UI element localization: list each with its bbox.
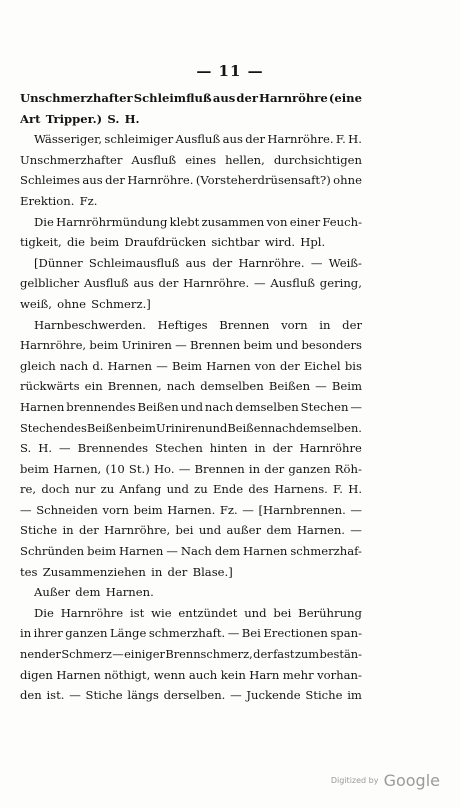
word: Unschmerzhafter xyxy=(20,91,133,105)
word: nach xyxy=(166,379,196,394)
word: beim xyxy=(243,338,273,353)
word: Harnen, xyxy=(53,461,102,476)
word: wenn xyxy=(153,667,186,682)
word: Brennen xyxy=(194,461,245,476)
word: Stechendes xyxy=(20,420,87,435)
word: aus xyxy=(212,91,236,105)
word: und xyxy=(205,420,228,435)
word: derselben. xyxy=(163,688,226,703)
word: kein xyxy=(220,667,246,682)
text-line xyxy=(20,232,362,253)
word: — xyxy=(310,255,323,270)
word: Art xyxy=(20,111,41,126)
word: beim xyxy=(87,544,117,559)
word: der xyxy=(264,461,285,476)
word: S. xyxy=(107,111,120,126)
word: Außer xyxy=(34,585,70,600)
word: aus xyxy=(133,276,154,291)
word: Stiche xyxy=(305,688,343,703)
word: der xyxy=(272,441,293,456)
word: nur xyxy=(74,482,96,497)
word: und xyxy=(275,338,299,353)
word: Brennen, xyxy=(107,379,162,394)
word: Harnröhre. xyxy=(183,276,250,291)
word: Harnen. xyxy=(167,502,216,517)
word: vorn xyxy=(281,317,308,332)
word: hinten xyxy=(209,441,248,456)
word: ist xyxy=(129,605,145,620)
word: Brennen xyxy=(190,338,241,353)
word: (Vorsteherdrüsensaft?) xyxy=(195,173,331,188)
text-line xyxy=(20,685,362,706)
word: außer xyxy=(226,523,262,538)
word: auch xyxy=(188,667,218,682)
word: zu xyxy=(194,482,208,497)
text-line xyxy=(20,191,362,212)
word: aus xyxy=(222,132,243,147)
word: zu xyxy=(100,482,115,497)
word: einer xyxy=(289,214,321,229)
word: — xyxy=(350,523,362,538)
word: Berührung xyxy=(298,605,362,620)
text-line xyxy=(20,438,362,459)
word: H. xyxy=(124,111,140,126)
word: nach xyxy=(267,420,296,435)
word: — xyxy=(227,626,240,641)
word: in xyxy=(319,317,331,332)
word: Harnröhre. xyxy=(238,255,305,270)
word: — xyxy=(166,544,178,559)
word: Tripper.) xyxy=(45,111,103,126)
word: Länge xyxy=(109,626,147,641)
word: Schmerz xyxy=(61,647,112,662)
word: Heftiges xyxy=(157,317,208,332)
word: dem xyxy=(214,544,241,559)
word: ihrer xyxy=(33,626,63,641)
word: bis xyxy=(344,358,362,373)
word: in xyxy=(248,461,261,476)
word: St.) xyxy=(128,461,150,476)
word: d. xyxy=(92,358,104,373)
word: Röh- xyxy=(334,461,362,476)
word: [Harnbrennen. xyxy=(258,502,346,517)
word: doch xyxy=(41,482,70,497)
word: demselben. xyxy=(295,420,362,435)
word: Schleimes xyxy=(20,173,80,188)
word: klebt xyxy=(169,214,200,229)
word: Harnröhrmündung xyxy=(56,214,168,229)
text-line xyxy=(20,376,362,397)
word: ohne xyxy=(57,296,86,311)
word: rückwärts xyxy=(20,379,80,394)
word: der xyxy=(253,647,273,662)
word: ganzen xyxy=(288,461,331,476)
word: zusammen xyxy=(201,214,265,229)
word: — xyxy=(112,647,124,662)
word: längs xyxy=(127,688,159,703)
word: Juckende xyxy=(246,688,301,703)
word: vorhan- xyxy=(317,667,362,682)
text-line xyxy=(20,88,362,109)
text-line xyxy=(20,170,362,191)
word: der xyxy=(167,564,188,579)
word: der xyxy=(78,523,99,538)
word: beim xyxy=(90,235,120,250)
word: und xyxy=(180,399,203,414)
word: Ende xyxy=(212,482,244,497)
word: Ausfluß xyxy=(83,276,129,291)
word: Harnbeschwerden. xyxy=(34,317,146,332)
word: Ausfluß xyxy=(270,276,316,291)
word: Erektion. xyxy=(20,193,75,208)
word: Stiche xyxy=(20,523,58,538)
word: Ausfluß xyxy=(131,152,177,167)
text-line xyxy=(20,397,362,418)
word: Schründen xyxy=(20,544,85,559)
word: in xyxy=(20,626,32,641)
word: Harnen xyxy=(206,358,251,373)
word: — xyxy=(59,441,71,456)
word: demselben xyxy=(235,399,299,414)
word: Harnröhre. xyxy=(127,173,194,188)
text-line xyxy=(20,273,362,294)
word: der xyxy=(105,173,125,188)
body-text xyxy=(20,88,362,706)
word: gleich xyxy=(20,358,56,373)
word: von xyxy=(266,214,288,229)
page-number: — 11 — xyxy=(196,62,264,80)
word: Erectionen xyxy=(263,626,328,641)
word: beim xyxy=(127,420,156,435)
word: der xyxy=(158,276,179,291)
word: beim xyxy=(20,461,49,476)
word: H. xyxy=(348,132,362,147)
word: Schleimausfluß xyxy=(88,255,180,270)
word: (eine xyxy=(328,91,362,105)
word: bei xyxy=(273,605,292,620)
word: Beißen xyxy=(268,379,311,394)
digitized-by-label: Digitized by xyxy=(330,776,379,785)
word: Stechen xyxy=(300,399,349,414)
word: Brennendes xyxy=(77,441,149,456)
word: Wässeriger, xyxy=(34,132,103,147)
word: Fz. xyxy=(79,193,98,208)
word: nöthigt, xyxy=(104,667,151,682)
word: Harnen xyxy=(119,544,164,559)
word: F. xyxy=(335,132,346,147)
word: S. xyxy=(20,441,32,456)
text-line xyxy=(20,459,362,480)
word: — xyxy=(350,502,362,517)
word: Schneiden xyxy=(36,502,98,517)
word: Harnröhre, xyxy=(20,338,87,353)
word: Harnen. xyxy=(296,523,345,538)
word: Weiß- xyxy=(328,255,362,270)
word: beim xyxy=(89,338,119,353)
word: Die xyxy=(34,605,54,620)
word: Harnröhre, xyxy=(104,523,171,538)
word: Schmerz.] xyxy=(91,296,151,311)
word: in xyxy=(254,441,266,456)
text-line xyxy=(20,623,362,644)
word: Harnen xyxy=(107,358,153,373)
word: — xyxy=(69,688,81,703)
word: — xyxy=(242,502,254,517)
word: Stiche xyxy=(85,688,123,703)
word: einiger xyxy=(124,647,165,662)
word: eines xyxy=(185,152,217,167)
word: Fz. xyxy=(219,502,238,517)
word: Beim xyxy=(171,358,203,373)
word: — xyxy=(350,399,362,414)
word: dem xyxy=(75,585,101,600)
word: ohne xyxy=(333,173,362,188)
word: der xyxy=(212,255,233,270)
text-line xyxy=(20,665,362,686)
word: hellen, xyxy=(225,152,265,167)
word: aus xyxy=(82,173,103,188)
word: in xyxy=(151,564,163,579)
text-line xyxy=(20,562,362,583)
text-line xyxy=(20,109,362,130)
word: Brennschmerz, xyxy=(165,647,253,662)
text-line xyxy=(20,335,362,356)
word: bestän- xyxy=(319,647,362,662)
word: Draufdrücken xyxy=(124,235,207,250)
word: dem xyxy=(266,523,292,538)
word: den xyxy=(20,688,42,703)
word: bei xyxy=(175,523,194,538)
word: digen xyxy=(20,667,53,682)
word: Harnröhre xyxy=(60,605,124,620)
word: — xyxy=(20,502,32,517)
text-line xyxy=(20,500,362,521)
word: [Dünner xyxy=(34,255,83,270)
word: schmerzhaft. xyxy=(148,626,226,641)
word: schmerzhaf- xyxy=(290,544,362,559)
google-wordmark: Google xyxy=(383,771,440,790)
word: der xyxy=(245,132,266,147)
word: Beißen xyxy=(227,420,268,435)
word: mehr xyxy=(282,667,314,682)
word: ist. xyxy=(46,688,65,703)
word: — xyxy=(178,461,191,476)
word: H. xyxy=(348,482,362,497)
text-line xyxy=(20,479,362,500)
word: Bei xyxy=(241,626,261,641)
word: im xyxy=(347,688,362,703)
text-line xyxy=(20,603,362,624)
word: Anfang xyxy=(119,482,162,497)
word: Harnröhre xyxy=(299,441,362,456)
word: Uriniren xyxy=(156,420,206,435)
word: der xyxy=(279,358,300,373)
word: Die xyxy=(34,214,54,229)
word: Hpl. xyxy=(300,235,326,250)
word: Harnen xyxy=(20,399,65,414)
word: F. xyxy=(333,482,343,497)
word: sichtbar xyxy=(211,235,260,250)
word: entzündet xyxy=(178,605,238,620)
word: Nach xyxy=(180,544,212,559)
word: Eichel xyxy=(303,358,341,373)
word: und xyxy=(166,482,189,497)
text-line xyxy=(20,520,362,541)
word: nender xyxy=(20,647,61,662)
word: besonders xyxy=(301,338,362,353)
text-line xyxy=(20,150,362,171)
word: Beim xyxy=(331,379,362,394)
word: Harnen. xyxy=(105,585,154,600)
word: gelblicher xyxy=(20,276,80,291)
word: Unschmerzhafter xyxy=(20,152,123,167)
text-line xyxy=(20,644,362,665)
word: Brennen xyxy=(219,317,270,332)
word: Beißen xyxy=(86,420,128,435)
word: schleimiger xyxy=(104,132,174,147)
word: re, xyxy=(20,482,37,497)
text-line xyxy=(20,315,362,336)
word: wird. xyxy=(264,235,296,250)
word: tes xyxy=(20,564,38,579)
word: aus xyxy=(185,255,207,270)
word: fast xyxy=(273,647,295,662)
word: des xyxy=(248,482,269,497)
word: beim xyxy=(133,502,163,517)
word: Blase.] xyxy=(192,564,233,579)
word: Harnen xyxy=(243,544,288,559)
word: Uriniren xyxy=(121,338,172,353)
word: und xyxy=(198,523,222,538)
word: Ho. xyxy=(153,461,175,476)
word: — xyxy=(156,358,168,373)
word: von xyxy=(254,358,276,373)
word: ein xyxy=(84,379,103,394)
word: demselben xyxy=(200,379,264,394)
word: Schleimfluß xyxy=(133,91,212,105)
word: — xyxy=(230,688,242,703)
digitization-watermark xyxy=(0,770,440,790)
word: nach xyxy=(204,399,234,414)
word: — xyxy=(175,338,187,353)
word: Harnröhre. xyxy=(267,132,334,147)
word: Stechen xyxy=(155,441,203,456)
word: H. xyxy=(38,441,53,456)
word: — xyxy=(315,379,327,394)
word: Harnen xyxy=(56,667,101,682)
word: vorn xyxy=(102,502,130,517)
word: gering, xyxy=(319,276,362,291)
word: — xyxy=(253,276,266,291)
word: tigkeit, xyxy=(20,235,62,250)
text-line xyxy=(20,129,362,150)
word: Beißen xyxy=(137,399,179,414)
word: wie xyxy=(151,605,172,620)
text-line xyxy=(20,356,362,377)
word: weiß, xyxy=(20,296,52,311)
word: der xyxy=(342,317,362,332)
word: span- xyxy=(330,626,362,641)
word: nach xyxy=(59,358,89,373)
word: die xyxy=(66,235,85,250)
word: brennendes xyxy=(66,399,136,414)
word: Zusammenziehen xyxy=(42,564,146,579)
word: Feuch- xyxy=(322,214,362,229)
text-line xyxy=(20,582,362,603)
word: Ausfluß xyxy=(175,132,221,147)
word: der xyxy=(236,91,258,105)
word: Harnens. xyxy=(273,482,328,497)
word: ganzen xyxy=(65,626,108,641)
text-line xyxy=(20,418,362,439)
text-line xyxy=(20,541,362,562)
text-line xyxy=(20,294,362,315)
word: zum xyxy=(294,647,320,662)
text-line xyxy=(20,212,362,233)
word: durchsichtigen xyxy=(273,152,362,167)
word: Harnröhre xyxy=(259,91,328,105)
word: (10 xyxy=(105,461,125,476)
text-line xyxy=(20,253,362,274)
word: und xyxy=(244,605,267,620)
word: Harn xyxy=(249,667,280,682)
word: in xyxy=(62,523,74,538)
